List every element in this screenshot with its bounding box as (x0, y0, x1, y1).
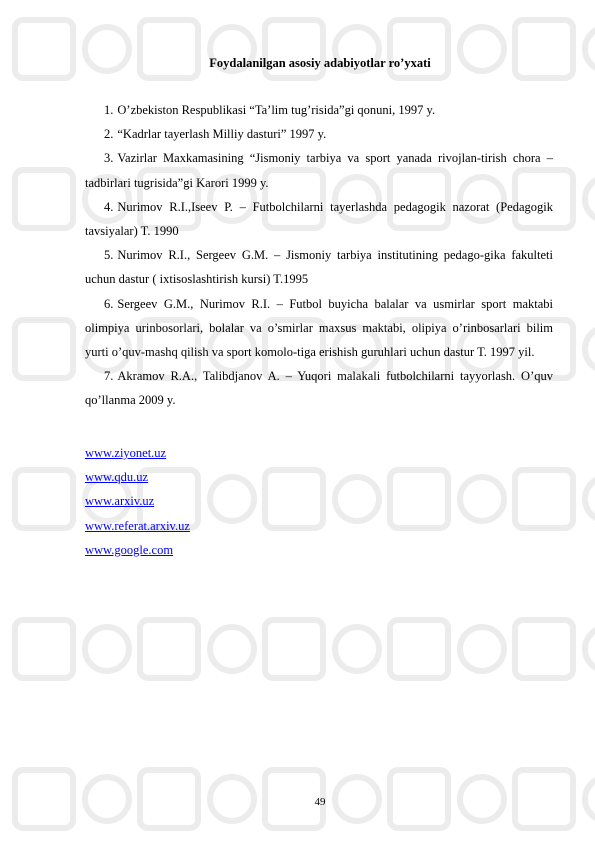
web-link-arxiv[interactable]: www.arxiv.uz (85, 494, 155, 509)
watermark-ring (210, 627, 254, 671)
reference-item (85, 364, 553, 412)
reference-text: Nurimov R.I.,Iseev P. – Futbolchilarni tayerlashda pedagogik nazorat (Pedagogik tavsiyalar) T. 1990 (85, 199, 553, 239)
watermark-tile (390, 470, 448, 528)
reference-item (85, 195, 553, 243)
watermark-tile (15, 320, 73, 378)
reference-text: Nurimov R.I., Sergeev G.M. – Jismoniy tarbiya institutining pedago-gika fakulteti uchun dastur ( ixtisoslashtirish kursi) T.1995 (85, 248, 553, 287)
watermark-ring (335, 477, 379, 521)
reference-list (85, 98, 553, 413)
watermark-tile (140, 620, 198, 678)
watermark-tile (515, 620, 573, 678)
watermark-ring (460, 627, 504, 671)
web-link-google[interactable]: www.google.com (85, 542, 174, 557)
watermark-tile (15, 470, 73, 528)
reference-item (85, 122, 553, 146)
web-links-list (85, 441, 190, 562)
watermark-ring (585, 177, 595, 221)
web-link-referat-arxiv[interactable]: www.referat.arxiv.uz (85, 518, 190, 533)
reference-text: Akramov R.A., Talibdjanov A. – Yuqori malakali futbolchilarni tayyorlash. O’quv qo’llanma 2009 y. (85, 369, 553, 408)
reference-text: Vazirlar Maxkamasining “Jismoniy tarbiya va sport yanada rivojlan-tirish chora – tadbirlari tugrisida”gi Karori 1999 y. (85, 151, 553, 190)
watermark-tile (15, 620, 73, 678)
reference-number: 7. (104, 369, 114, 384)
watermark-ring (585, 327, 595, 371)
watermark-tile (15, 20, 73, 78)
reference-number: 6. (104, 296, 114, 311)
web-link-ziyonet[interactable]: www.ziyonet.uz (85, 446, 167, 460)
watermark-tile (15, 170, 73, 228)
reference-item (85, 146, 553, 194)
reference-number: 2. (104, 127, 114, 142)
reference-text: “Kadrlar tayerlash Milliy dasturi” 1997 y. (117, 127, 327, 142)
watermark-ring (460, 477, 504, 521)
reference-item (85, 98, 553, 122)
reference-number: 1. (104, 103, 114, 117)
watermark-tile (515, 470, 573, 528)
reference-item (85, 243, 553, 291)
watermark-tile (265, 620, 323, 678)
watermark-ring (85, 627, 129, 671)
watermark-ring (335, 627, 379, 671)
reference-number: 5. (104, 248, 114, 263)
watermark-ring (585, 477, 595, 521)
watermark-tile (390, 620, 448, 678)
page-number: 49 (314, 796, 326, 808)
web-link-qdu[interactable]: www.qdu.uz (85, 470, 149, 485)
watermark-tile (265, 470, 323, 528)
watermark-ring (585, 27, 595, 71)
reference-text: O’zbekiston Respublikasi “Ta’lim tug’risida”gi qonuni, 1997 y. (117, 103, 436, 117)
reference-number: 4. (104, 199, 114, 214)
watermark-ring (210, 477, 254, 521)
reference-item (85, 292, 553, 365)
page-title: Foydalanilgan asosiy adabiyotlar ro’yxati (209, 56, 431, 70)
reference-number: 3. (104, 151, 114, 166)
watermark-ring (585, 627, 595, 671)
reference-text: Sergeev G.M., Nurimov R.I. – Futbol buyicha balalar va usmirlar sport maktabi olimpiya urinbosorlari, bolalar va o’smirlar maxsus maktabi, olipiya o’rinbosarlari bilim yurti o’quv-mashq qilish va sport komolo-tiga erishish guruhlari uchun dastur T. 1997 yil. (85, 296, 553, 360)
